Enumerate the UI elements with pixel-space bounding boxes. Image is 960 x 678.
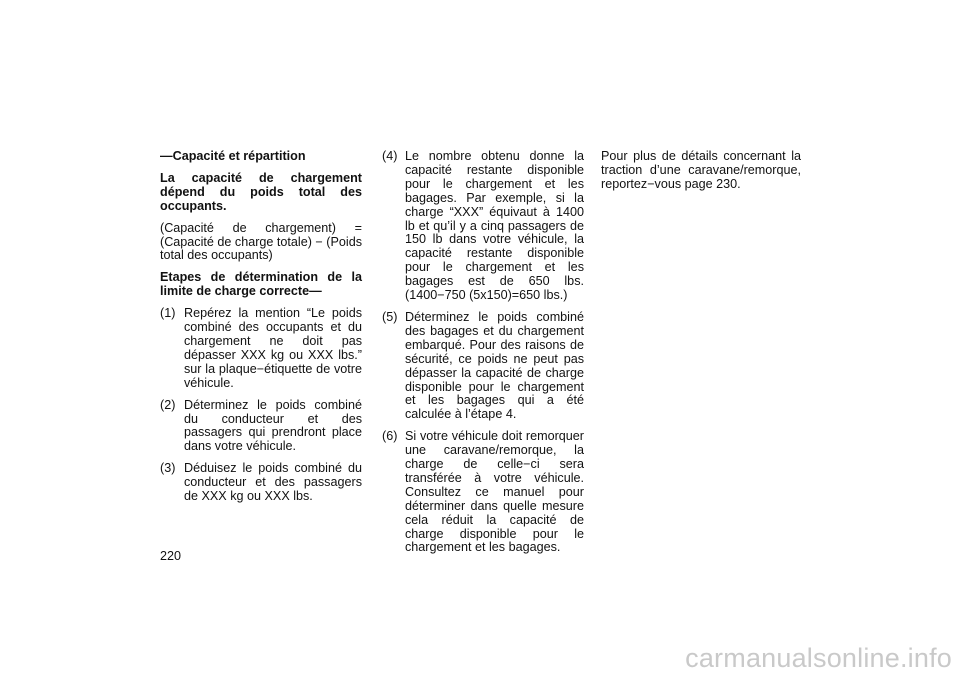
item-number: (4) bbox=[382, 149, 398, 163]
item-text: Repérez la mention “Le poids combiné des occupants et du chargement ne doit pas dépasser XXX kg ou XXX lbs.” sur la plaque−étiquette de votre véhicule. bbox=[184, 306, 362, 390]
item-text: Le nombre obtenu donne la capacité restante disponible pour le chargement et les bagages. Par exemple, si la charge “XXX” équivaut à 1400 lb et qu’il y a cinq passagers de 150 lb dans votre véhicule, la capacité restante disponible pour le chargement et les bagages est de 650 lbs. (1400−750 (5x150)=650 lbs.) bbox=[405, 149, 584, 303]
middle-column bbox=[382, 150, 584, 563]
list-item bbox=[382, 150, 584, 303]
list-item bbox=[160, 399, 362, 455]
item-number: (3) bbox=[160, 461, 176, 476]
list-item bbox=[382, 430, 584, 555]
watermark: carmanualsonline.info bbox=[685, 643, 952, 673]
left-column bbox=[160, 150, 362, 512]
item-number: (6) bbox=[382, 429, 398, 444]
page-number: 220 bbox=[160, 549, 182, 563]
list-item bbox=[160, 307, 362, 390]
item-number: (5) bbox=[382, 309, 398, 324]
right-column bbox=[601, 150, 801, 192]
formula-text: (Capacité de chargement) = (Capacité de charge totale) − (Poids total des occupants) bbox=[160, 220, 362, 263]
list-item bbox=[160, 462, 362, 504]
intro-bold-text: La capacité de chargement dépend du poids total des occupants. bbox=[160, 170, 362, 213]
item-text: Déduisez le poids combiné du conducteur et des passagers de XXX kg ou XXX lbs. bbox=[184, 461, 362, 504]
item-number: (1) bbox=[160, 306, 176, 321]
item-text: Déterminez le poids combiné des bagages et du chargement embarqué. Pour des raisons de sécurité, ce poids ne peut pas dépasser la capacité de charge disponible pour le chargement et les bagages qui a été calculée à l’étape 4. bbox=[405, 309, 584, 422]
item-text: Déterminez le poids combiné du conducteur et des passagers qui prendront place dans votre véhicule. bbox=[184, 397, 362, 454]
section-title: —Capacité et répartition bbox=[160, 149, 306, 163]
item-text: Si votre véhicule doit remorquer une caravane/remorque, la charge de celle−ci sera transférée à votre véhicule. Consultez ce manuel pour déterminer dans quelle mesure cela réduit la capacité de charge disponible pour le chargement et les bagages. bbox=[405, 429, 584, 555]
item-number: (2) bbox=[160, 397, 176, 412]
reference-text: Pour plus de détails concernant la traction d’une caravane/remorque, reportez−vous page 230. bbox=[601, 149, 801, 191]
list-item bbox=[382, 311, 584, 422]
steps-heading: Etapes de détermination de la limite de charge correcte— bbox=[160, 270, 362, 299]
